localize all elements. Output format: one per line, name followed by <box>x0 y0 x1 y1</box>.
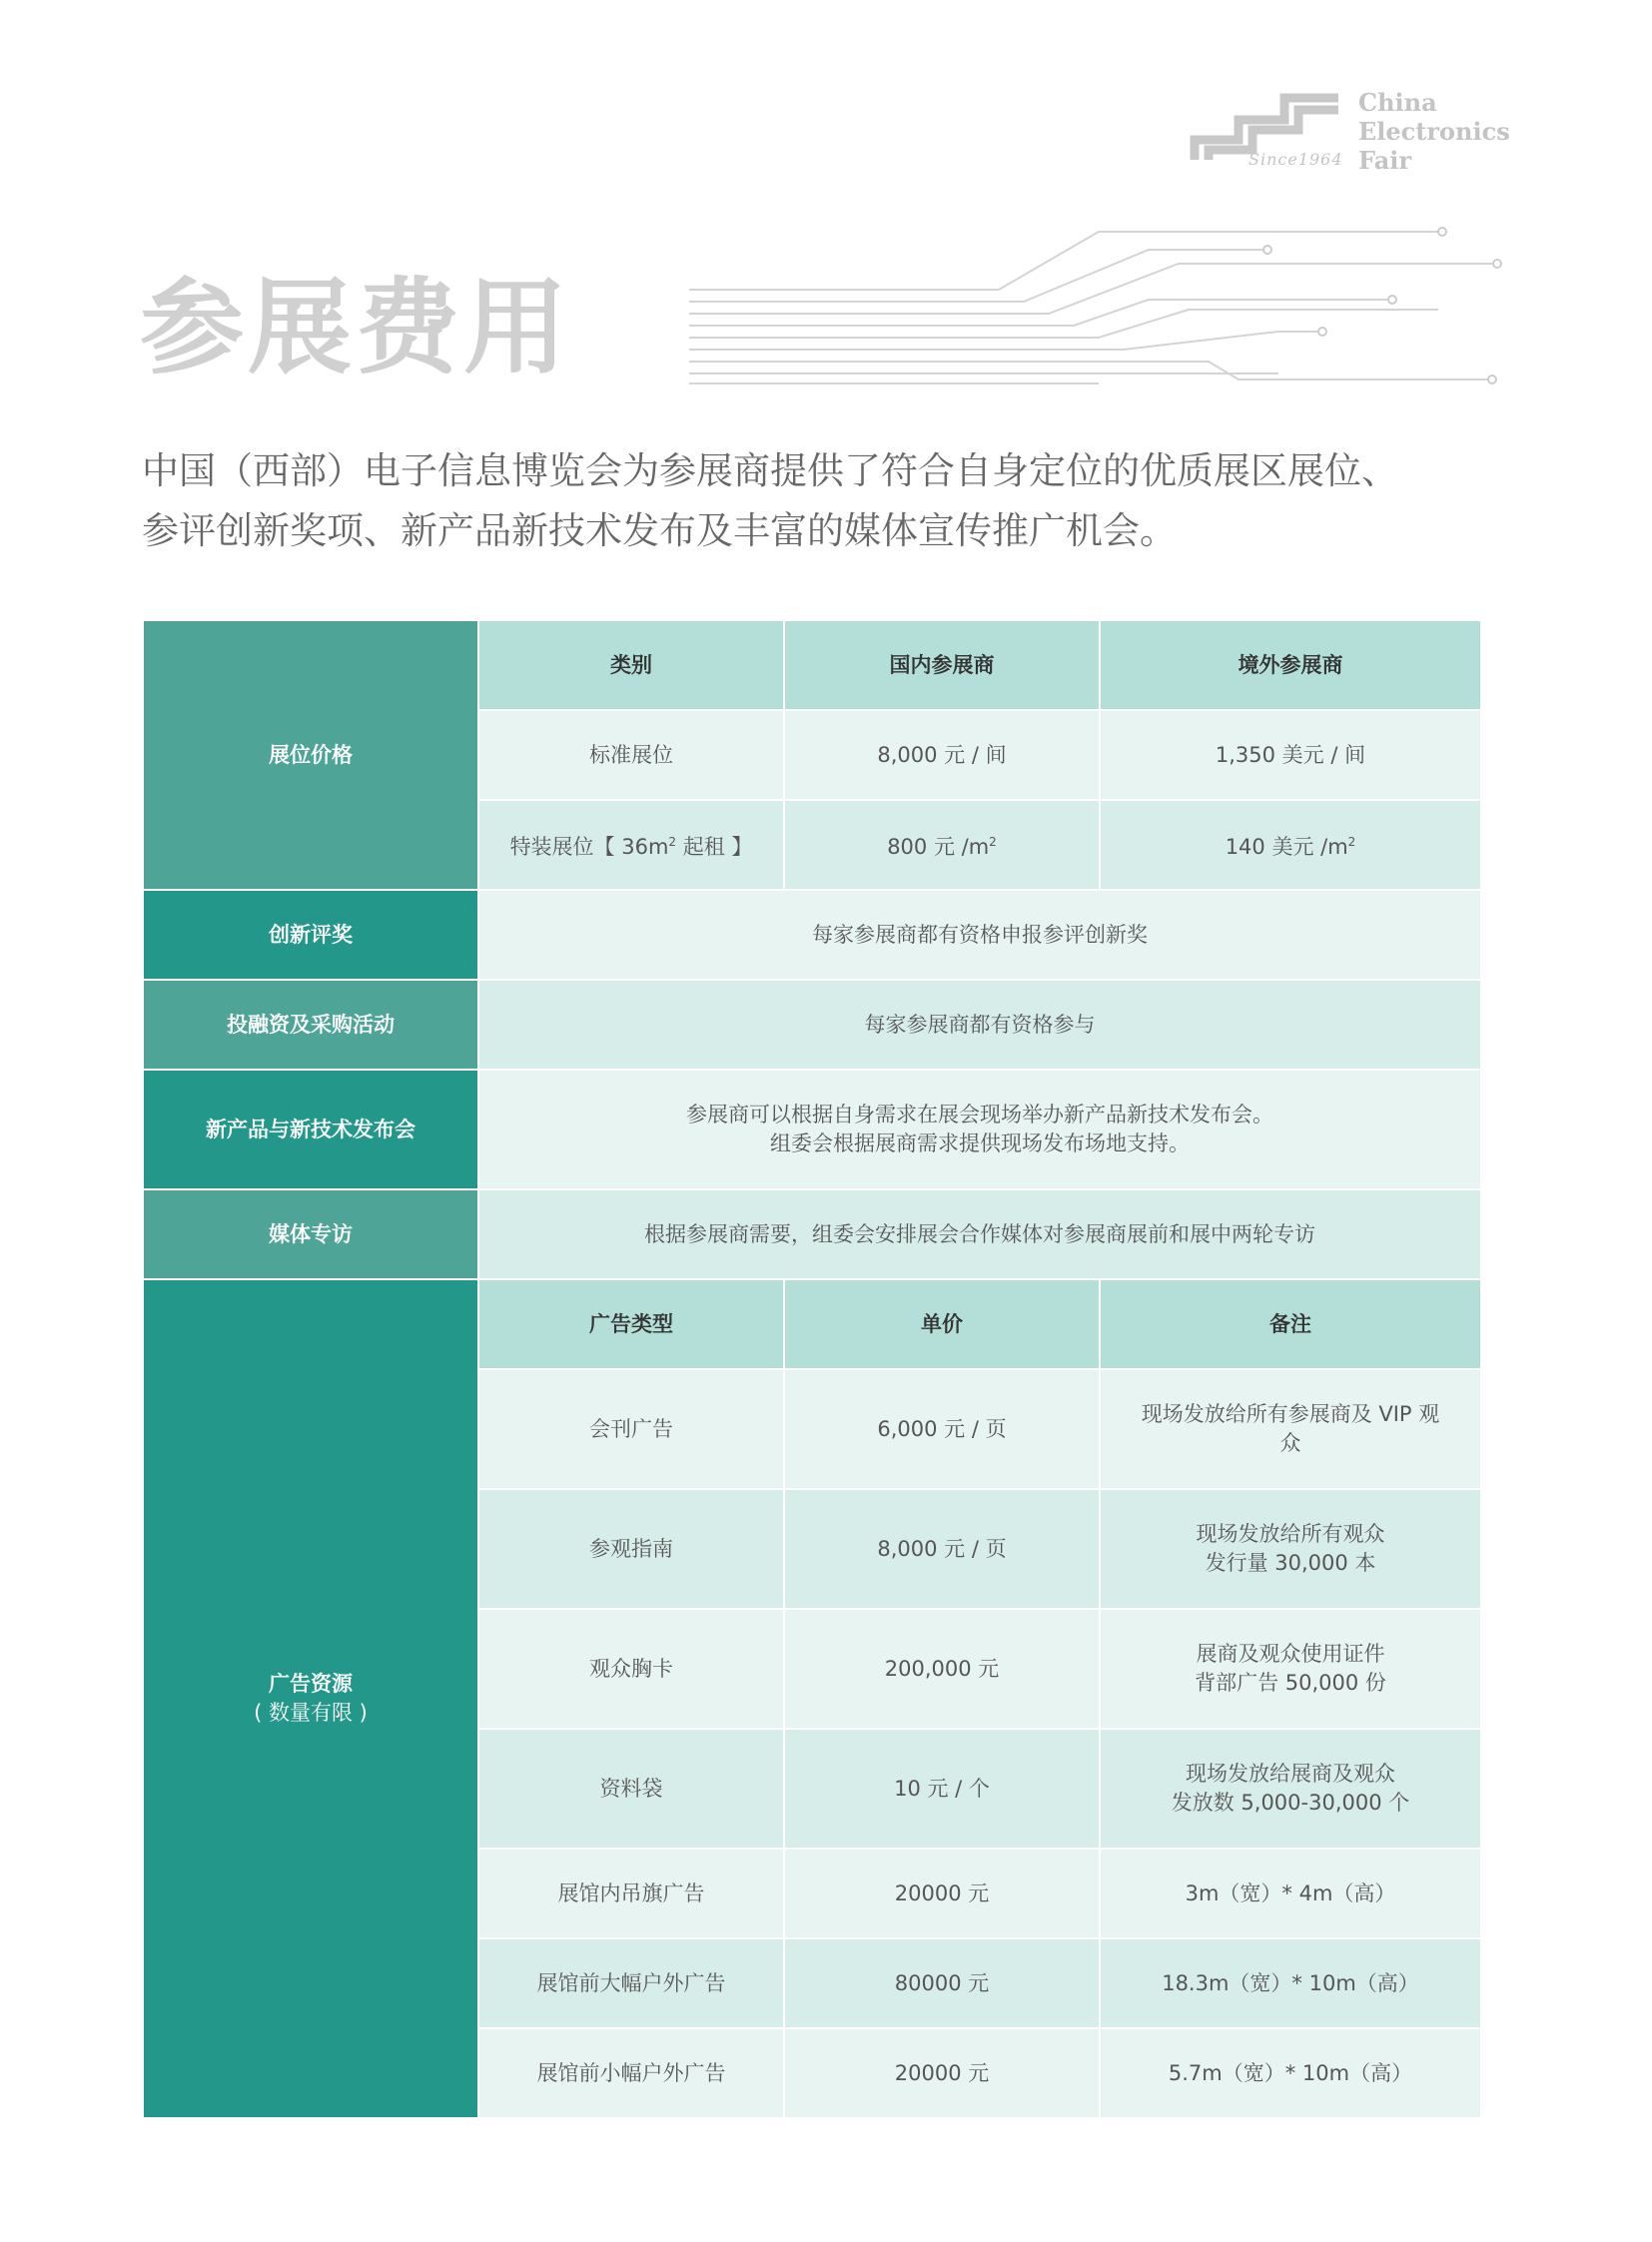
logo-line-china: China <box>1358 88 1437 117</box>
ad-type: 观众胸卡 <box>478 1609 784 1729</box>
ads-header-price: 单价 <box>784 1279 1100 1369</box>
investment-category: 投融资及采购活动 <box>143 980 478 1070</box>
logo-wordmark <box>1358 88 1510 175</box>
investment-row <box>143 980 1481 1070</box>
launch-text-line-1: 参展商可以根据自身需求在展会现场举办新产品新技术发布会。 <box>686 1103 1273 1126</box>
launch-text-line-2: 组委会根据展商需求提供现场发布场地支持。 <box>770 1131 1190 1155</box>
media-category: 媒体专访 <box>143 1189 478 1279</box>
standard-booth-type: 标准展位 <box>478 710 784 800</box>
ad-price: 20000 元 <box>784 1849 1100 1938</box>
ad-note: 现场发放给所有观众 发行量 30,000 本 <box>1100 1489 1481 1609</box>
booth-header-overseas: 境外参展商 <box>1100 620 1481 710</box>
standard-booth-domestic-price: 8,000 元 / 间 <box>784 710 1100 800</box>
ad-type: 资料袋 <box>478 1729 784 1849</box>
launch-text <box>478 1070 1481 1189</box>
fee-table <box>142 619 1482 2119</box>
ad-price: 80000 元 <box>784 1938 1100 2028</box>
ad-note: 现场发放给所有参展商及 VIP 观 众 <box>1100 1369 1481 1489</box>
ad-note: 3m（宽）* 4m（高） <box>1100 1849 1481 1938</box>
ad-note: 5.7m（宽）* 10m（高） <box>1100 2028 1481 2118</box>
ads-header-note: 备注 <box>1100 1279 1481 1369</box>
innovation-category: 创新评奖 <box>143 890 478 980</box>
launch-category: 新产品与新技术发布会 <box>143 1070 478 1189</box>
logo-line-fair: Fair <box>1358 146 1412 175</box>
investment-text: 每家参展商都有资格参与 <box>478 980 1481 1070</box>
logo <box>1189 88 1518 178</box>
ad-price: 200,000 元 <box>784 1609 1100 1729</box>
standard-booth-overseas-price: 1,350 美元 / 间 <box>1100 710 1481 800</box>
ads-header-type: 广告类型 <box>478 1279 784 1369</box>
intro-line-2: 参评创新奖项、新产品新技术发布及丰富的媒体宣传推广机会。 <box>142 509 1177 552</box>
ads-category-note: ( 数量有限 ) <box>254 1701 368 1725</box>
launch-row <box>143 1070 1481 1189</box>
booth-header-type: 类别 <box>478 620 784 710</box>
intro-paragraph <box>142 441 1580 561</box>
ad-note: 现场发放给展商及观众 发放数 5,000-30,000 个 <box>1100 1729 1481 1849</box>
special-booth-domestic-price: 800 元 $/m^2$ <box>784 800 1100 890</box>
ad-type: 展馆前小幅户外广告 <box>478 2028 784 2118</box>
logo-since-text: Since1964 <box>1248 150 1343 169</box>
ads-category-label: 广告资源 <box>269 1672 353 1696</box>
logo-line-electronics: Electronics <box>1358 117 1510 146</box>
circuit-lines-decoration <box>679 220 1508 399</box>
ad-type: 会刊广告 <box>478 1369 784 1489</box>
innovation-text: 每家参展商都有资格申报参评创新奖 <box>478 890 1481 980</box>
ad-type: 展馆前大幅户外广告 <box>478 1938 784 2028</box>
media-row <box>143 1189 1481 1279</box>
media-text: 根据参展商需要，组委会安排展会合作媒体对参展商展前和展中两轮专访 <box>478 1189 1481 1279</box>
intro-line-1: 中国（西部）电子信息博览会为参展商提供了符合自身定位的优质展区展位、 <box>142 449 1398 492</box>
ad-type: 展馆内吊旗广告 <box>478 1849 784 1938</box>
ad-price: 20000 元 <box>784 2028 1100 2118</box>
ads-category <box>143 1279 478 2118</box>
innovation-row <box>143 890 1481 980</box>
ads-header-row <box>143 1279 1481 1369</box>
ad-price: 10 元 / 个 <box>784 1729 1100 1849</box>
special-booth-type: 特装展位【 $36m^2$ 起租 】 <box>478 800 784 890</box>
ad-note: 展商及观众使用证件 背部广告 50,000 份 <box>1100 1609 1481 1729</box>
ad-price: 6,000 元 / 页 <box>784 1369 1100 1489</box>
page-title: 参展费用 <box>140 267 572 388</box>
booth-header-row <box>143 620 1481 710</box>
ad-note: 18.3m（宽）* 10m（高） <box>1100 1938 1481 2028</box>
ad-price: 8,000 元 / 页 <box>784 1489 1100 1609</box>
special-booth-overseas-price: 140 美元 $/m^2$ <box>1100 800 1481 890</box>
booth-header-domestic: 国内参展商 <box>784 620 1100 710</box>
ad-type: 参观指南 <box>478 1489 784 1609</box>
booth-price-category: 展位价格 <box>143 620 478 890</box>
